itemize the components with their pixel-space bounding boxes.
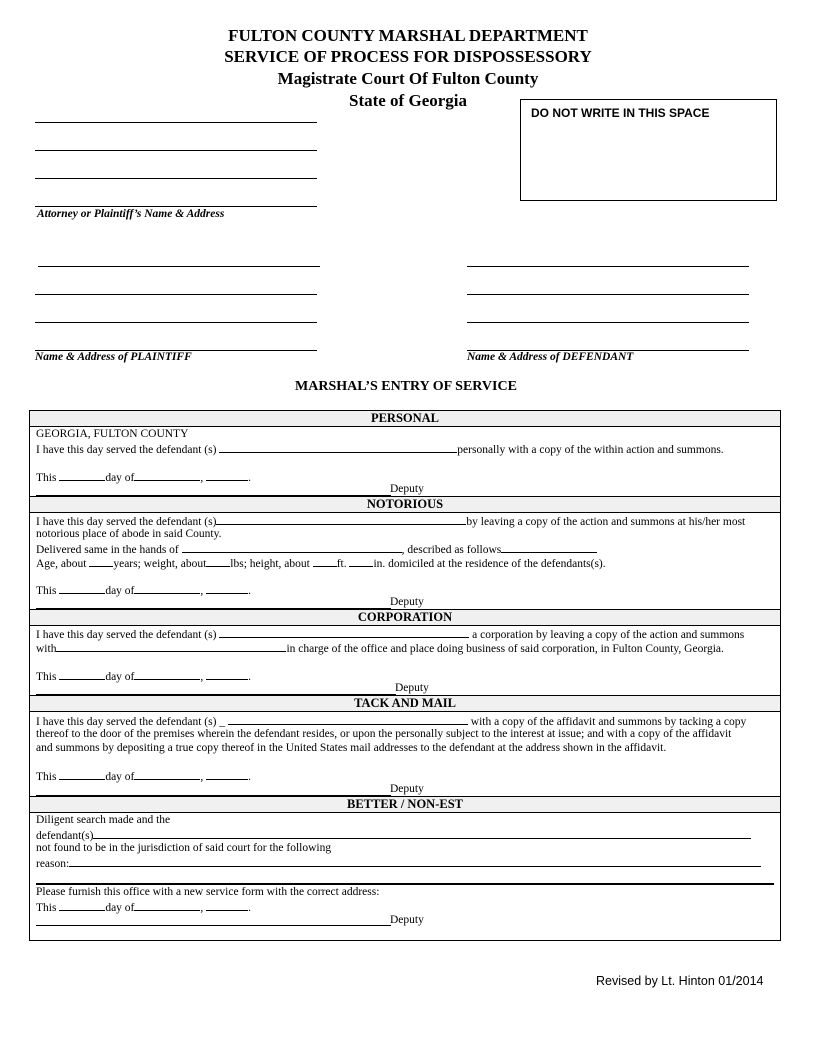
age-blank[interactable] xyxy=(89,556,113,567)
day-blank[interactable] xyxy=(59,769,105,780)
month-blank[interactable] xyxy=(134,669,200,680)
attorney-label: Attorney or Plaintiff’s Name & Address xyxy=(37,208,225,220)
notorious-hands-blank[interactable] xyxy=(182,542,402,553)
this-label: This xyxy=(36,472,57,484)
plaintiff-line-3[interactable] xyxy=(35,322,317,323)
period: . xyxy=(248,771,252,783)
plaintiff-label: Name & Address of PLAINTIFF xyxy=(35,351,192,363)
day-of-label: day of xyxy=(105,472,135,484)
month-blank[interactable] xyxy=(134,900,200,911)
notorious-date-row xyxy=(36,583,251,598)
year-blank[interactable] xyxy=(206,769,248,780)
personal-served-post: personally with a copy of the within action and summons. xyxy=(457,444,724,456)
section-notorious-heading: NOTORIOUS xyxy=(30,496,780,513)
tack-date-row xyxy=(36,769,251,784)
personal-date-row xyxy=(36,470,251,485)
notorious-ft-label: ft. xyxy=(336,558,347,570)
notorious-description-blank[interactable] xyxy=(501,542,597,553)
header-line-2: SERVICE OF PROCESS FOR DISPOSSESSORY xyxy=(224,47,592,66)
do-not-write-box xyxy=(520,99,777,201)
header-line-3: Magistrate Court Of Fulton County xyxy=(277,69,539,88)
section-personal-heading: PERSONAL xyxy=(30,411,780,427)
plaintiff-line-1[interactable] xyxy=(38,266,320,267)
this-label: This xyxy=(36,771,57,783)
corporation-date-row xyxy=(36,669,251,684)
notorious-delivered-row xyxy=(36,542,597,557)
notorious-defendant-blank[interactable] xyxy=(216,514,466,525)
notorious-years-label: years; weight, about xyxy=(113,558,207,570)
personal-deputy-label: Deputy xyxy=(390,483,424,495)
better-defendants-label: defendant(s) xyxy=(36,830,94,842)
better-line2-row xyxy=(36,828,751,843)
header-line-4: State of Georgia xyxy=(348,91,468,110)
corporation-with-blank[interactable] xyxy=(56,641,286,652)
comma: , xyxy=(200,771,204,783)
tack-deputy-label: Deputy xyxy=(390,783,424,795)
section-better-heading: BETTER / NON-EST xyxy=(30,796,780,813)
height-in-blank[interactable] xyxy=(349,556,373,567)
notorious-line2: notorious place of abode in said County. xyxy=(36,528,222,540)
corporation-with-label: with xyxy=(36,643,57,655)
comma: , xyxy=(200,671,204,683)
corporation-defendant-blank[interactable] xyxy=(219,627,469,638)
better-line1: Diligent search made and the xyxy=(36,814,171,826)
notorious-served-row xyxy=(36,514,745,529)
notorious-served-post: by leaving a copy of the action and summons at his/her most xyxy=(466,516,746,528)
better-date-row xyxy=(36,900,251,915)
personal-county: GEORGIA, FULTON COUNTY xyxy=(36,428,189,440)
better-defendants-blank[interactable] xyxy=(93,828,751,839)
notorious-served-pre: I have this day served the defendant (s) xyxy=(36,516,217,528)
this-label: This xyxy=(36,902,57,914)
day-blank[interactable] xyxy=(59,583,105,594)
notorious-age-row xyxy=(36,556,606,571)
day-of-label: day of xyxy=(105,671,135,683)
better-deputy-label: Deputy xyxy=(390,914,424,926)
year-blank[interactable] xyxy=(206,470,248,481)
better-line3: not found to be in the jurisdiction of said court for the following xyxy=(36,842,332,854)
comma: , xyxy=(200,902,204,914)
corporation-served-row xyxy=(36,627,744,642)
tack-served-row: I have this day served the defendant (s) _ with a copy of the affidavit and summons by tacking a copy xyxy=(36,716,747,728)
tack-line2: thereof to the door of the premises wherein the defendant resides, or upon the personally subject to the interest at issue; and with a copy of the affidavit xyxy=(36,728,732,740)
personal-served-row xyxy=(36,442,724,457)
personal-defendant-blank[interactable] xyxy=(219,442,457,453)
corporation-with-post: in charge of the office and place doing business of said corporation, in Fulton County, Georgia. xyxy=(286,643,724,655)
height-ft-blank[interactable] xyxy=(313,556,337,567)
service-table xyxy=(29,410,781,941)
section-corporation-heading: CORPORATION xyxy=(30,609,780,626)
this-label: This xyxy=(36,585,57,597)
year-blank[interactable] xyxy=(206,669,248,680)
better-reason-row xyxy=(36,856,761,871)
period: . xyxy=(248,902,252,914)
personal-served-pre: I have this day served the defendant (s) xyxy=(36,444,217,456)
entry-title: MARSHAL’S ENTRY OF SERVICE xyxy=(295,379,517,394)
notorious-in-label: in. domiciled at the residence of the defendants(s). xyxy=(373,558,606,570)
section-tack-heading: TACK AND MAIL xyxy=(30,695,780,712)
better-furnish: Please furnish this office with a new service form with the correct address: xyxy=(36,886,380,898)
revised-note: Revised by Lt. Hinton 01/2014 xyxy=(596,974,764,988)
attorney-line-2[interactable] xyxy=(35,150,317,151)
this-label: This xyxy=(36,671,57,683)
day-blank[interactable] xyxy=(59,900,105,911)
tack-line3: and summons by depositing a true copy thereof in the United States mail addresses to the defendant at the address shown in the affidavit. xyxy=(36,742,667,754)
month-blank[interactable] xyxy=(134,470,200,481)
defendant-line-3[interactable] xyxy=(467,322,749,323)
period: . xyxy=(248,585,252,597)
corporation-with-row xyxy=(36,641,724,656)
better-reason-blank[interactable] xyxy=(69,856,761,867)
day-of-label: day of xyxy=(105,585,135,597)
day-of-label: day of xyxy=(105,902,135,914)
attorney-line-3[interactable] xyxy=(35,178,317,179)
day-blank[interactable] xyxy=(59,669,105,680)
notorious-age-label: Age, about xyxy=(36,558,87,570)
period: . xyxy=(248,671,252,683)
tack-defendant-blank[interactable] xyxy=(228,714,468,725)
attorney-line-1[interactable] xyxy=(35,122,317,123)
day-of-label: day of xyxy=(105,771,135,783)
tack-served-pre: I have this day served the defendant (s) xyxy=(36,716,217,728)
notorious-lbs-label: lbs; height, about xyxy=(230,558,310,570)
comma: , xyxy=(200,585,204,597)
defendant-line-1[interactable] xyxy=(467,266,749,267)
day-blank[interactable] xyxy=(59,470,105,481)
defendant-label: Name & Address of DEFENDANT xyxy=(467,351,634,363)
notorious-deputy-label: Deputy xyxy=(390,596,424,608)
notorious-delivered-pre: Delivered same in the hands of xyxy=(36,544,179,556)
tack-served-post: with a copy of the affidavit and summons by tacking a copy xyxy=(470,716,747,728)
header-line-1: FULTON COUNTY MARSHAL DEPARTMENT xyxy=(228,26,588,45)
corporation-deputy-label: Deputy xyxy=(395,682,429,694)
defendant-line-2[interactable] xyxy=(467,294,749,295)
better-deputy-line[interactable] xyxy=(36,925,391,926)
month-blank[interactable] xyxy=(134,583,200,594)
plaintiff-line-2[interactable] xyxy=(35,294,317,295)
weight-blank[interactable] xyxy=(206,556,230,567)
better-divider xyxy=(36,883,774,885)
notorious-delivered-mid: , described as follows xyxy=(401,544,502,556)
better-reason-label: reason: xyxy=(36,858,70,870)
corporation-served-post: a corporation by leaving a copy of the action and summons xyxy=(472,629,745,641)
attorney-line-4[interactable] xyxy=(35,206,317,207)
year-blank[interactable] xyxy=(206,583,248,594)
comma: , xyxy=(200,472,204,484)
do-not-write-label: DO NOT WRITE IN THIS SPACE xyxy=(531,106,710,120)
month-blank[interactable] xyxy=(134,769,200,780)
corporation-served-pre: I have this day served the defendant (s) xyxy=(36,629,217,641)
year-blank[interactable] xyxy=(206,900,248,911)
period: . xyxy=(248,472,252,484)
